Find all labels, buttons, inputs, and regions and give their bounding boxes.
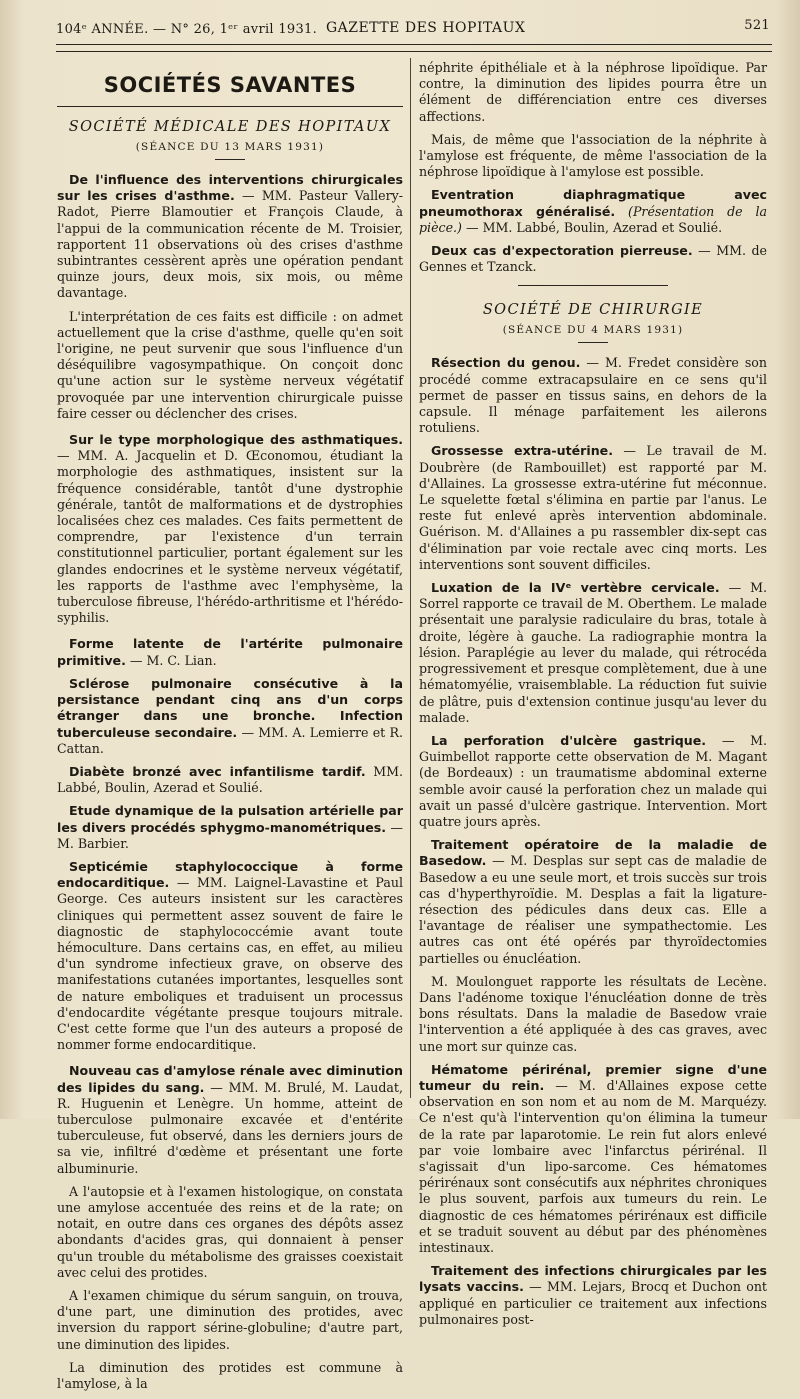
article-text: — M. Sorrel rapporte ce travail de M. Oberthem. Le malade présentait une paralysie radiculaire du bras, totale à droite, légère à gauche. La radiographie montra la lésion. Paraplégie au lever du malade, qui rétrocéda progressivement et presque complètement, due à une hématomyélie, vraisemblable. La réduction fut suivie de plâtre, puis d'extension continue jusqu'au lever du malade. xyxy=(419,580,767,725)
article xyxy=(419,243,767,275)
article-text: — M. Fredet considère son procédé comme extracapsulaire en ce sens qu'il permet de passer en tissus sains, en dehors de la capsule. Il ménage parfaitement les ailerons rotuliens. xyxy=(419,355,767,436)
article-text: Ces auteurs insistent sur les caractères cliniques qui permettent assez souvent de faire le diagnostic de staphylococcémie avant toute hémoculture. Dans certains cas, en effet, au milieu d'un syndrome infectieux grave, on observe des manifestations cutanées importantes, lesquelles sont de nature emboliques et traduisent un processus d'endocardite végétante presque toujours mitrale. C'est cette forme que l'un des auteurs a proposé de nommer forme endocarditique. xyxy=(57,891,403,1053)
article-authors: MM. Labbé, Boulin, Azerad et Soulié. xyxy=(57,763,403,796)
article-text: — Le travail de M. Doubrère (de Rambouillet) est rapporté par M. d'Allaines. La grossesse extra-utérine fut méconnue. Le squelette fœtal s'élimina en partie par l'anus. Le reste fut enlevé après intervention abdominale. Guérison. M. d'Allaines a pu rassembler dix-sept cas d'élimination par voie rectale avec cinq morts. Les interventions sont souvent difficiles. xyxy=(419,443,767,572)
article-title: Nouveau cas d'amylose rénale avec diminution des lipides du sang. xyxy=(57,1063,403,1095)
article-title: Traitement des infections chirurgicales par les lysats vaccins. xyxy=(419,1263,767,1295)
article-authors: — MM. M. Brulé, M. Laudat, R. Huguenin et Lenègre. xyxy=(57,1079,403,1111)
article-text: Mais, de même que l'association de la néphrite à l'amylose est fréquente, de même l'association de la néphrose lipoïdique à l'amylose est possible. xyxy=(419,131,767,180)
right-column xyxy=(419,60,767,1335)
article-title: Luxation de la IVᵉ vertèbre cervicale. xyxy=(431,580,720,596)
article-title: Résection du genou. xyxy=(431,355,581,371)
section-title: SOCIÉTÉS SAVANTES xyxy=(103,73,357,97)
article-title: La perforation d'ulcère gastrique. xyxy=(431,732,707,748)
session-date: (SÉANCE DU 4 MARS 1931) xyxy=(502,324,684,337)
article-title: Sur le type morphologique des asthmatiques. xyxy=(69,432,403,448)
issue-info: 104ᵉ ANNÉE. — N° 26, 1ᵉʳ avril 1931. xyxy=(56,22,318,37)
journal-title: GAZETTE DES HOPITAUX xyxy=(326,20,526,36)
left-column xyxy=(57,60,403,1399)
article xyxy=(57,432,403,626)
article-title: Eventration diaphragmatique avec pneumothorax généralisé. xyxy=(419,187,767,219)
article xyxy=(419,1263,767,1328)
article xyxy=(57,636,403,668)
article xyxy=(419,1062,767,1256)
article-authors: — MM. Laignel-Lavastine et Paul George. xyxy=(57,875,403,907)
article-title: Deux cas d'expectoration pierreuse. xyxy=(431,243,693,259)
header-rule xyxy=(56,44,772,52)
separator-rule xyxy=(518,285,668,286)
article xyxy=(419,187,767,236)
article-authors: — MM. de Gennes et Tzanck. xyxy=(419,243,767,275)
article-title: Traitement opératoire de la maladie de Basedow. xyxy=(419,837,767,869)
article xyxy=(419,355,767,436)
article-authors: — MM. A. Lemierre et R. Cattan. xyxy=(57,724,403,756)
article-title: Hématome périrénal, premier signe d'une tumeur du rein. xyxy=(419,1061,767,1093)
column-divider xyxy=(410,58,411,1098)
article-title: Sclérose pulmonaire consécutive à la persistance pendant cinq ans d'un corps étranger dans une bronche. Infection tuberculeuse secondaire. xyxy=(57,675,403,740)
short-rule xyxy=(215,159,245,160)
short-rule xyxy=(578,342,608,343)
article-authors: — MM. A. Jacquelin et D. Œconomou, xyxy=(57,448,323,464)
article-authors: — M. C. Lian. xyxy=(129,652,217,668)
article-title: Diabète bronzé avec infantilisme tardif. xyxy=(69,763,366,779)
article xyxy=(57,172,403,302)
article-authors: — M. Barbier. xyxy=(57,819,403,851)
article-title: Etude dynamique de la pulsation artérielle par les divers procédés sphygmo-manométriques. xyxy=(57,803,403,835)
article-text: M. Moulonguet rapporte les résultats de Lecène. Dans l'adénome toxique l'énucléation donne de très bons résultats. Dans la maladie de Basedow vraie l'intervention a été appliquée à des cas graves, avec une mort sur quinze cas. xyxy=(419,973,767,1054)
article-text: A l'examen chimique du sérum sanguin, on trouva, d'une part, une diminution des protides, avec inversion du rapport sérine-globuline; d'autre part, une diminution des lipides. xyxy=(57,1288,403,1352)
article-authors: — MM. Labbé, Boulin, Azerad et Soulié. xyxy=(465,219,723,235)
article xyxy=(57,1063,403,1176)
article-text: à l'appui de la communication récente de M. Troisier, rapportent 11 observations où des crises d'asthme subintrantes cessèrent après une opération pendant quinze jours, deux mois, six mois, ou même davantage. xyxy=(57,204,403,301)
article-text: — M. Guimbellot rapporte cette observation de M. Magant (de Bordeaux) : un traumatisme abdominal externe semble avoir causé la perforation chez un malade qui avait un passé d'ulcère gastrique. Intervention. Mort quatre jours après. xyxy=(419,732,768,829)
page-number: 521 xyxy=(744,18,770,33)
article-note: (Présentation de la pièce.) xyxy=(419,203,767,235)
article xyxy=(57,764,403,796)
article xyxy=(419,837,767,967)
article-text: Un homme, atteint de tuberculose pulmonaire excavée et d'entérite tuberculeuse, fut observé, dans les derniers jours de sa vie, infiltré d'œdème et présentant une forte albuminurie. xyxy=(57,1095,403,1176)
article-title: De l'influence des interventions chirurgicales sur les crises d'asthme. xyxy=(57,172,403,204)
article-text: étudiant la morphologie des asthmatiques, insistent sur la fréquence considérable, tantôt d'une dystrophie générale, tantôt de malformations et de dystrophies localisées chez ces malades. Ces faits permettent de comprendre, par l'existence d'un terrain constitutionnel particulier, portant également sur les glandes endocrines et le système nerveux végétatif, les rapports de l'asthme avec l'emphysème, la tuberculose fibreuse, l'hérédo-arthritisme et l'hérédo-syphilis. xyxy=(57,448,403,626)
article-text: — M. d'Allaines expose cette observation en son nom et au nom de M. Marquézy. Ce n'est qu'à l'intervention qu'on élimina la tumeur de la rate par laparotomie. Le rein fut alors enlevé par voie lombaire avec l'infarctus périrénal. Il s'agissait d'un lipo-sarcome. Ces hématomes périrénaux sont consécutifs aux néphrites chroniques le plus souvent, parfois aux tumeurs du rein. Le diagnostic de ces hématomes périrénaux est difficile et se traduit souvent au début par des phénomènes intestinaux. xyxy=(419,1077,767,1255)
article xyxy=(57,803,403,852)
article xyxy=(419,580,767,726)
article-title: Forme latente de l'artérite pulmonaire primitive. xyxy=(57,636,403,668)
article xyxy=(419,443,767,573)
article-title: Septicémie staphylococcique à forme endocarditique. xyxy=(57,858,403,891)
article-text: — M. Desplas sur sept cas de maladie de Basedow a eu une seule mort, et trois succès sur trois cas d'hyperthyroïdie. M. Desplas a fait la ligature-résection des pédicules dans deux cas. Elle a l'avantage de réaliser une sympathectomie. Les autres cas ont été opérés par thyroïdectomies partielles ou énucléation. xyxy=(419,853,767,966)
article-authors: — MM. Pasteur Vallery-Radot, Pierre Blamoutier et François Claude, xyxy=(57,188,403,220)
society-title: SOCIÉTÉ DE CHIRURGIE xyxy=(482,302,704,319)
article-text: — MM. Lejars, Brocq et Duchon ont appliqué en particulier ce traitement aux infections pulmonaires post- xyxy=(419,1279,767,1327)
page-header xyxy=(56,18,770,40)
article-text: A l'autopsie et à l'examen histologique, on constata une amylose accentuée des reins et de la rate; on notait, en outre dans ces organes des dépôts assez abondants d'acides gras, qui donnaient à penser qu'un trouble du métabolisme des graisses coexistait avec celui des protides. xyxy=(57,1183,403,1280)
section-rule xyxy=(57,106,403,107)
article xyxy=(419,733,767,830)
session-date: (SÉANCE DU 13 MARS 1931) xyxy=(135,141,325,153)
society-title: SOCIÉTÉ MÉDICALE DES HOPITAUX xyxy=(68,119,392,135)
article-text: La diminution des protides est commune à l'amylose, à la xyxy=(57,1359,403,1392)
article xyxy=(57,676,403,757)
article-text: néphrite épithéliale et à la néphrose lipoïdique. Par contre, la diminution des lipides pourra être un élément de différenciation entre ces diverses affections. xyxy=(419,60,767,124)
article-title: Grossesse extra-utérine. xyxy=(431,443,613,459)
article xyxy=(57,859,403,1053)
article-text: L'interprétation de ces faits est difficile : on admet actuellement que la crise d'asthme, quelle qu'en soit l'origine, ne peut survenir que sous l'influence d'un déséquilibre vagosympathique. On conçoit donc qu'une action sur le système nerveux végétatif provoquée par une intervention chirurgicale puisse faire cesser ou déclencher des crises. xyxy=(57,308,403,421)
